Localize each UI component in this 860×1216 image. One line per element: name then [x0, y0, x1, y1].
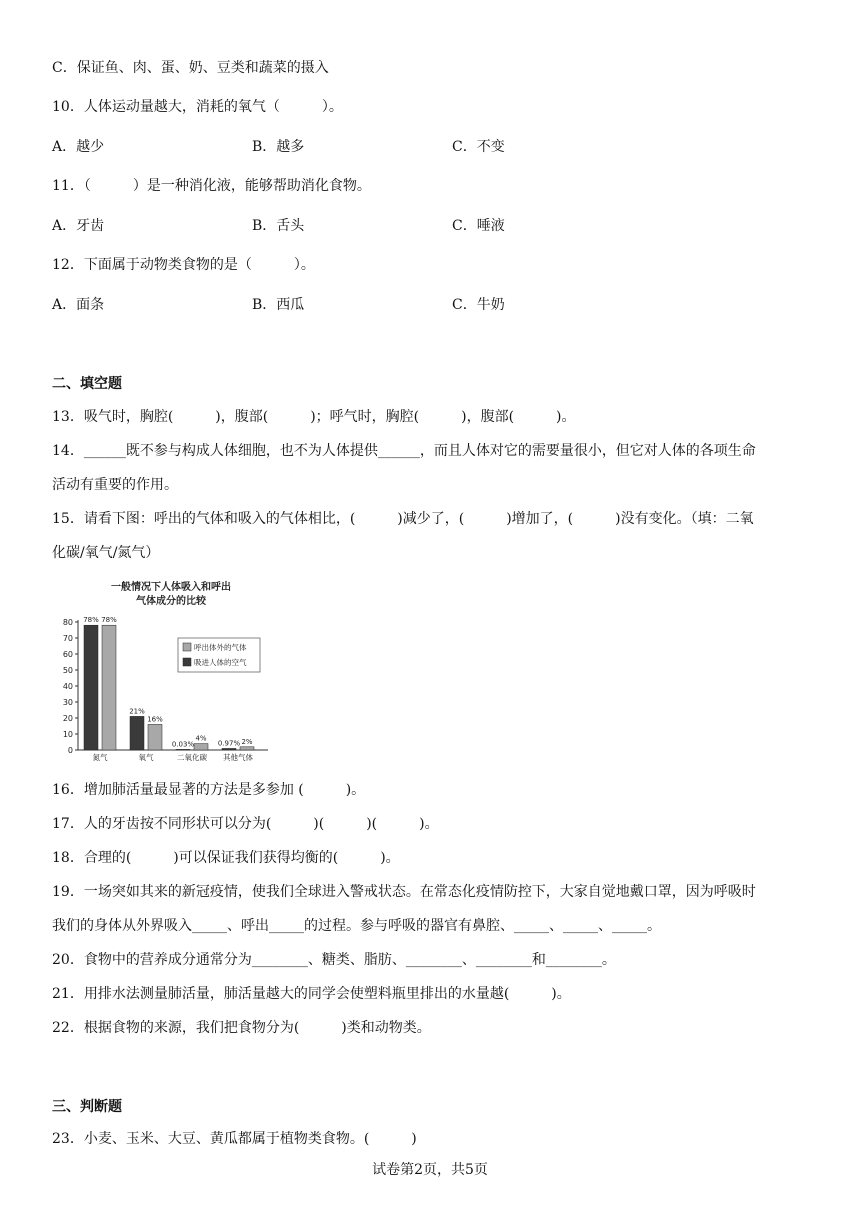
y-tick-label: 10	[62, 730, 73, 739]
legend-swatch-inhaled	[183, 658, 191, 666]
question-15-line1: 15．请看下图：呼出的气体和吸入的气体相比，( )减少了，( )增加了，( )没有变化。（填：二氧	[52, 511, 754, 527]
q9-option-c: C．保证鱼、肉、蛋、奶、豆类和蔬菜的摄入	[52, 60, 329, 76]
question-19-line1: 19．一场突如其来的新冠疫情，使我们全球进入警戒状态。在常态化疫情防控下，大家自觉地戴口罩，因为呼吸时	[52, 884, 756, 900]
bar-exhaled	[194, 744, 208, 750]
chart-title-line1: 一般情况下人体吸入和呼出	[111, 582, 231, 593]
question-23: 23．小麦、玉米、大豆、黄瓜都属于植物类食物。( )	[52, 1131, 417, 1147]
q12-option-c: C．牛奶	[452, 297, 505, 313]
legend-swatch-exhaled	[183, 643, 191, 651]
chart-title-line2: 气体成分的比较	[136, 596, 206, 607]
y-tick-label: 60	[62, 650, 73, 659]
x-category-label: 二氧化碳	[177, 753, 207, 762]
q11-option-c: C．唾液	[452, 218, 505, 234]
bar-inhaled	[176, 749, 190, 750]
question-19-line2: 我们的身体从外界吸入_____、呼出_____的过程。参与呼吸的器官有鼻腔、_____、_____、_____。	[52, 918, 661, 934]
y-tick-label: 0	[67, 746, 73, 755]
bar-inhaled	[84, 625, 98, 750]
x-category-label: 其他气体	[223, 753, 253, 762]
question-11: 11．（ ）是一种消化液，能够帮助消化食物。	[52, 178, 371, 194]
legend-label-exhaled: 呼出体外的气体	[194, 643, 247, 652]
q11-option-a: A．牙齿	[52, 218, 105, 234]
y-tick-label: 70	[62, 634, 73, 643]
bar-data-label: 2%	[241, 737, 253, 746]
section-fill-blank-heading: 二、填空题	[52, 376, 122, 392]
chart-svg	[56, 578, 271, 768]
page-footer: 试卷第2页，共5页	[372, 1162, 488, 1178]
bar-data-label: 0.03%	[171, 740, 195, 749]
q12-option-b: B．西瓜	[252, 297, 305, 313]
question-22: 22．根据食物的来源，我们把食物分为( )类和动物类。	[52, 1020, 431, 1036]
y-tick-label: 50	[62, 666, 73, 675]
question-20: 20．食物中的营养成分通常分为________、糖类、脂肪、________、________和________。	[52, 952, 616, 968]
bar-inhaled	[222, 748, 236, 750]
q10-option-c: C．不变	[452, 139, 505, 155]
section-judgment-heading: 三、判断题	[52, 1099, 122, 1115]
gas-composition-chart	[56, 578, 271, 768]
bar-data-label: 16%	[147, 715, 163, 724]
legend-label-inhaled: 吸进人体的空气	[194, 658, 247, 667]
y-tick-label: 20	[62, 714, 73, 723]
bar-data-label: 78%	[83, 616, 99, 625]
x-category-label: 氮气	[92, 753, 108, 762]
question-14-line1: 14．______既不参与构成人体细胞，也不为人体提供______，而且人体对它的需要量很小，但它对人体的各项生命	[52, 443, 756, 459]
bar-data-label: 4%	[195, 734, 207, 743]
bar-exhaled	[102, 625, 116, 750]
q10-option-b: B．越多	[252, 139, 305, 155]
question-13: 13．吸气时，胸腔( )，腹部( )；呼气时，胸腔( )，腹部( )。	[52, 409, 576, 425]
q10-option-a: A．越少	[52, 139, 105, 155]
bar-exhaled	[148, 724, 162, 750]
question-15-line2: 化碳/氧气/氮气）	[52, 545, 160, 561]
question-10: 10．人体运动量越大，消耗的氧气（ ）。	[52, 99, 343, 115]
y-tick-label: 40	[62, 682, 73, 691]
question-14-line2: 活动有重要的作用。	[52, 477, 178, 493]
bar-data-label: 0.97%	[217, 739, 241, 748]
question-12: 12．下面属于动物类食物的是（ ）。	[52, 257, 315, 273]
question-21: 21．用排水法测量肺活量，肺活量越大的同学会使塑料瓶里排出的水量越( )。	[52, 986, 571, 1002]
question-16: 16．增加肺活量最显著的方法是多参加 ( )。	[52, 782, 366, 798]
x-category-label: 氧气	[138, 753, 154, 762]
y-tick-label: 30	[62, 698, 73, 707]
bar-inhaled	[130, 716, 144, 750]
question-17: 17．人的牙齿按不同形状可以分为( )( )( )。	[52, 816, 439, 832]
y-tick-label: 80	[62, 618, 73, 627]
q11-option-b: B．舌头	[252, 218, 305, 234]
q12-option-a: A．面条	[52, 297, 105, 313]
question-18: 18．合理的( )可以保证我们获得均衡的( )。	[52, 850, 400, 866]
bar-exhaled	[240, 747, 254, 750]
bar-data-label: 78%	[101, 616, 117, 625]
bar-data-label: 21%	[129, 707, 145, 716]
